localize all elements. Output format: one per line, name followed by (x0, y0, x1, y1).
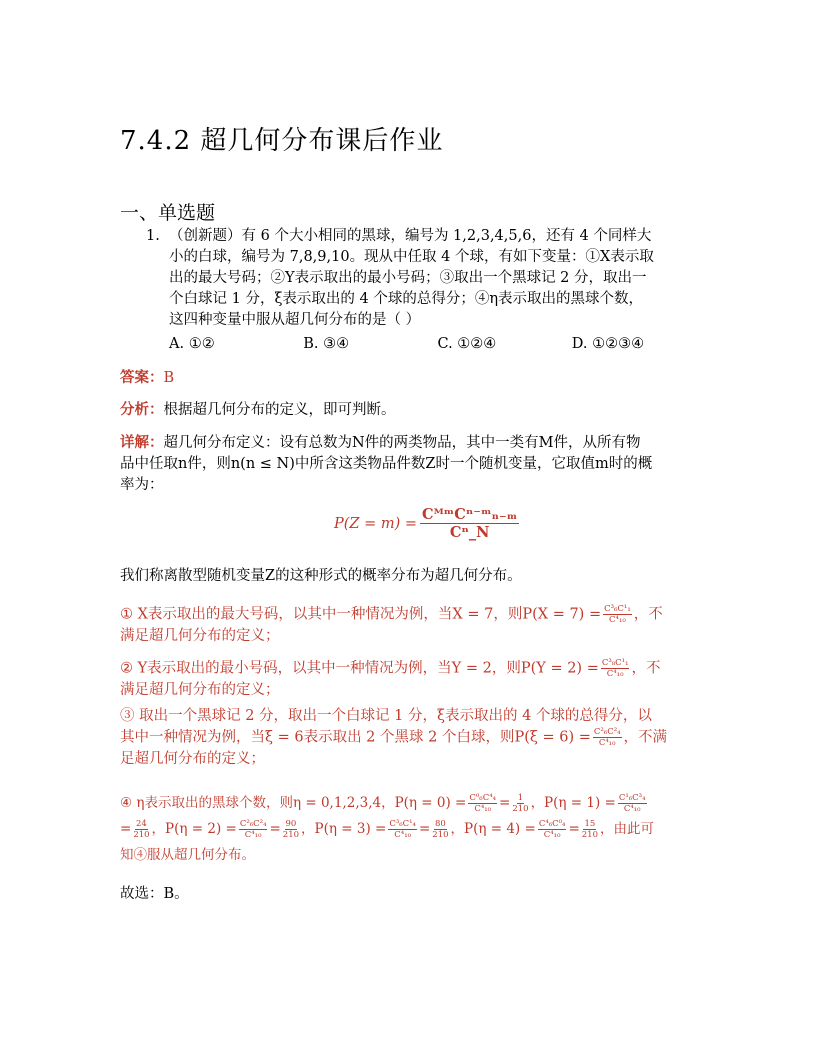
fraction-denominator: C⁴₁₀ (543, 830, 561, 840)
fraction-denominator: C⁴₁₀ (474, 804, 492, 814)
item-text: = (269, 821, 281, 837)
formula-lhs: P(Z = m) = (334, 515, 418, 532)
formula-numerator: CᴹᵐCⁿ⁻ᵐₙ₋ₘ (422, 506, 518, 523)
item-fraction (239, 819, 268, 840)
fraction-numerator: C³₈C¹₁ (601, 658, 629, 668)
question-number: 1. (146, 228, 160, 244)
question-1 (146, 226, 706, 355)
analysis-line (120, 399, 700, 421)
hypergeometric-formula (334, 506, 522, 541)
fraction-numerator: C⁴₆C⁰₄ (538, 819, 566, 829)
fraction-denominator: C⁴₁₀ (609, 615, 626, 625)
question-line: 个白球记 1 分，ξ表示取出的 4 个球的总得分；④η表示取出的黑球个数， (169, 291, 644, 307)
fraction-denominator: 210 (581, 830, 598, 840)
analysis-sep: ： (149, 401, 164, 418)
item-fraction (593, 727, 622, 748)
item-text: = (499, 795, 511, 811)
answer-value: B (163, 370, 175, 386)
item-text: ③ 取出一个黑球记 2 分，取出一个白球记 1 分，ξ表示取出的 4 个球的总得分，以 (120, 708, 652, 724)
fraction-numerator: 80 (434, 819, 446, 829)
fraction-numerator: C⁰₆C⁴₄ (469, 793, 497, 803)
item-2 (120, 658, 700, 701)
fraction-denominator: C⁴₁₀ (623, 804, 641, 814)
option-a: A. ①② (169, 336, 215, 352)
formula-denominator: Cⁿ_N (449, 524, 490, 541)
item-fraction (538, 819, 567, 840)
item-text: ，P(η = 3) = (301, 821, 387, 837)
item-text: 满足超几何分布的定义； (120, 681, 280, 698)
question-line: 这四种变量中服从超几何分布的是（ ） (169, 312, 421, 328)
item-text: = (120, 821, 132, 837)
detail-block (120, 432, 700, 496)
item-text: ② Y表示取出的最小号码，以其中一种情况为例，当Y = 2，则P(Y = 2) = (120, 660, 599, 677)
detail-line: 超几何分布定义：设有总数为N件的两类物品，其中一类有M件，从所有物 (163, 435, 641, 451)
item-text: ，P(η = 4) = (450, 821, 536, 837)
conclusion: 故选：B。 (120, 886, 189, 902)
item-text: ，P(η = 1) = (530, 795, 616, 811)
item-fraction (603, 604, 632, 625)
item-fraction (432, 819, 448, 840)
item-3 (120, 706, 700, 770)
item-text: = (418, 821, 431, 837)
item-text: 其中一种情况为例，当ξ = 6表示取出 2 个黑球 2 个白球，则P(ξ = 6) = (120, 729, 591, 746)
page-title: 7.4.2 超几何分布课后作业 (120, 126, 444, 156)
detail-line: 品中任取n件，则n(n ≤ N)中所含这类物品件数Z时一个随机变量，它取值m时的概 (120, 456, 653, 472)
item-4 (120, 790, 700, 868)
fraction-numerator: C³₆C¹₁ (604, 604, 631, 614)
item-fraction (618, 793, 647, 814)
fraction-numerator: C²₆C²₄ (239, 819, 267, 829)
fraction-denominator: 210 (432, 830, 449, 840)
detail-label: 详解 (120, 434, 149, 451)
option-d: D. ①②③④ (571, 336, 645, 352)
fraction-denominator: 210 (133, 830, 150, 840)
item-1 (120, 604, 700, 647)
item-text: 知④服从超几何分布。 (120, 847, 255, 863)
item-fraction (582, 819, 598, 840)
fraction-denominator: C⁴₁₀ (244, 830, 262, 840)
options (169, 334, 706, 355)
detail-sep: ： (149, 434, 164, 451)
item-text: ④ η表示取出的黑球个数，则η = 0,1,2,3,4，P(η = 0) = (120, 795, 467, 811)
analysis-text: 根据超几何分布的定义，即可判断。 (163, 402, 396, 418)
fraction-denominator: 210 (512, 804, 529, 814)
detail-line: 率为： (120, 477, 164, 493)
fraction-denominator: C⁴₁₀ (394, 830, 412, 840)
item-text: ，不 (633, 606, 663, 623)
fraction-numerator: 1 (517, 793, 524, 803)
item-fraction (468, 793, 497, 814)
answer-sep: ： (149, 369, 164, 386)
item-text: = (568, 821, 580, 837)
item-fraction (133, 819, 149, 840)
question-line: （创新题）有 6 个大小相同的黑球，编号为 1,2,3,4,5,6，还有 4 个同样大 (169, 228, 652, 244)
formula-fraction (420, 506, 519, 541)
option-c: C. ①②④ (437, 336, 497, 352)
fraction-denominator: 210 (282, 830, 300, 840)
analysis-label: 分析 (120, 401, 149, 418)
fraction-numerator: 24 (136, 819, 147, 829)
item-fraction (601, 658, 630, 679)
item-text: 满足超几何分布的定义； (120, 627, 280, 644)
question-text (169, 226, 706, 331)
answer-line (120, 367, 700, 389)
fraction-denominator: C⁴₁₀ (598, 738, 616, 748)
statement: 我们称离散型随机变量Z的这种形式的概率分布为超几何分布。 (120, 568, 522, 584)
fraction-numerator: 15 (584, 819, 596, 829)
item-text: ，P(η = 2) = (151, 821, 237, 837)
item-fraction (512, 793, 528, 814)
fraction-numerator: C¹₆C³₄ (618, 793, 646, 803)
item-text: ① X表示取出的最大号码，以其中一种情况为例，当X = 7，则P(X = 7) = (120, 606, 602, 623)
item-fraction (388, 819, 417, 840)
answer-label: 答案 (120, 369, 149, 386)
fraction-denominator: C⁴₁₀ (606, 669, 624, 679)
fraction-numerator: C²₆C²₄ (593, 727, 621, 737)
option-b: B. ③④ (303, 336, 350, 352)
item-text: ，不 (631, 660, 661, 677)
section-heading: 一、单选题 (120, 202, 216, 224)
item-text: ，不满 (623, 729, 668, 746)
item-text: ，由此可 (600, 821, 654, 837)
item-fraction (283, 819, 299, 840)
item-text: 足超几何分布的定义； (120, 750, 265, 767)
question-line: 小的白球，编号为 7,8,9,10。现从中任取 4 个球，有如下变量：①X表示取 (169, 249, 654, 265)
fraction-numerator: C³₆C¹₄ (389, 819, 416, 829)
question-line: 出的最大号码；②Y表示取出的最小号码；③取出一个黑球记 2 分，取出一 (169, 270, 647, 286)
fraction-numerator: 90 (285, 819, 297, 829)
